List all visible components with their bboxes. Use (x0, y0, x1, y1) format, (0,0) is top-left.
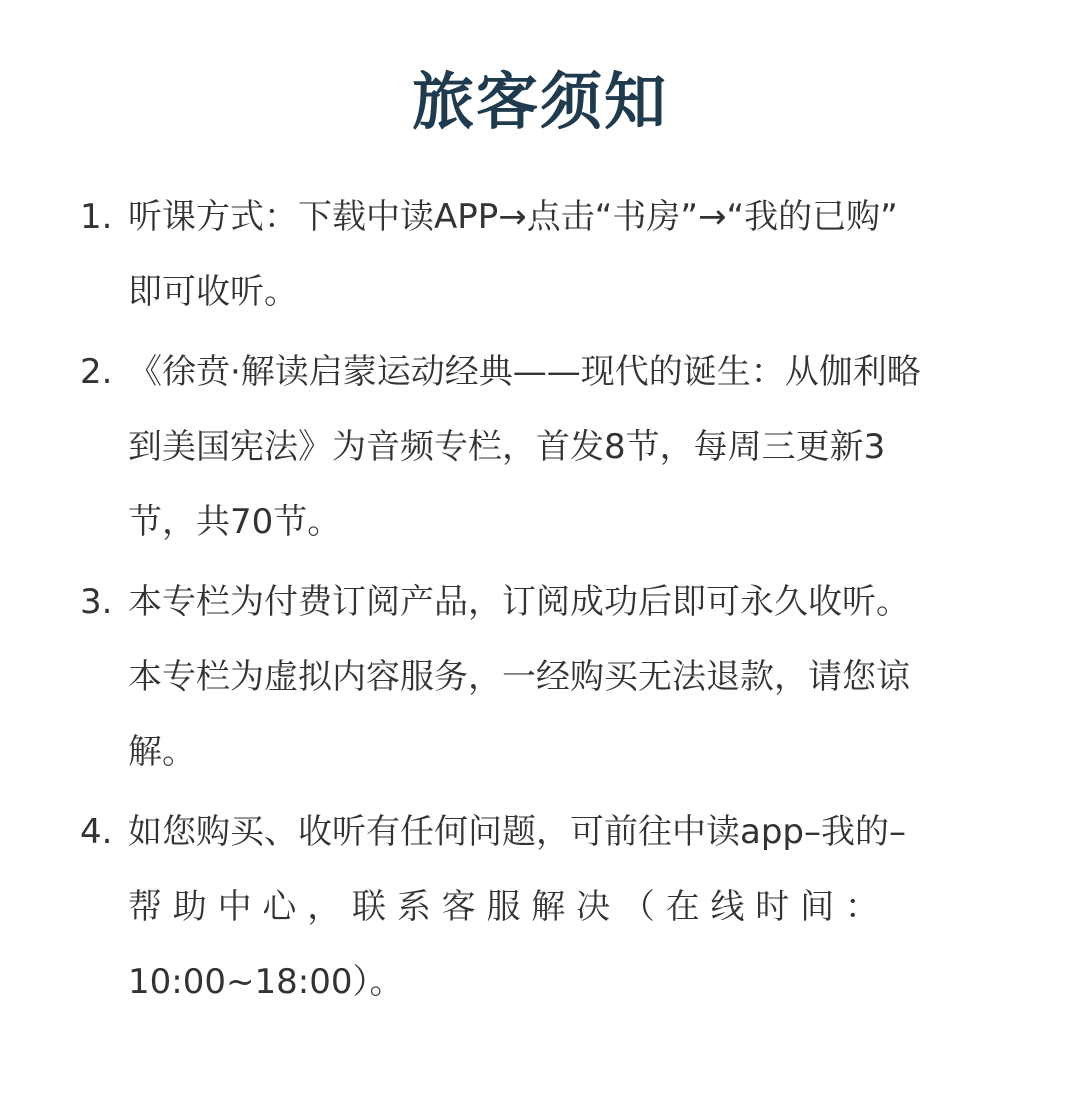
item-line: 10:00~18:00）。 (128, 962, 404, 1002)
notice-item-3 (80, 565, 1010, 790)
notice-item-1 (80, 180, 1010, 330)
item-line: 听课方式：下载中读APP→点击“书房”→“我的已购” (128, 197, 898, 237)
item-number: 1. (80, 197, 113, 237)
page-title: 旅客须知 (411, 65, 668, 138)
item-line: 解。 (128, 732, 196, 772)
notice-list (80, 180, 1010, 1025)
item-number: 2. (80, 352, 113, 392)
item-number: 3. (80, 582, 113, 622)
item-line: 节，共70节。 (128, 502, 342, 542)
item-line: 本专栏为虚拟内容服务，一经购买无法退款，请您谅 (128, 657, 910, 697)
item-line: 如您购买、收听有任何问题，可前往中读app–我的– (128, 812, 906, 852)
notice-item-4 (80, 795, 1010, 1020)
notice-item-2 (80, 335, 1010, 560)
item-line: 帮 助 中 心 ， 联 系 客 服 解 决 （ 在 线 时 间 ： (128, 887, 879, 927)
item-number: 4. (80, 812, 113, 852)
item-line: 《徐贲·解读启蒙运动经典——现代的诞生：从伽利略 (128, 352, 921, 392)
item-line: 即可收听。 (128, 272, 298, 312)
item-line: 本专栏为付费订阅产品，订阅成功后即可永久收听。 (128, 582, 910, 622)
item-line: 到美国宪法》为音频专栏，首发8节，每周三更新3 (128, 427, 886, 467)
